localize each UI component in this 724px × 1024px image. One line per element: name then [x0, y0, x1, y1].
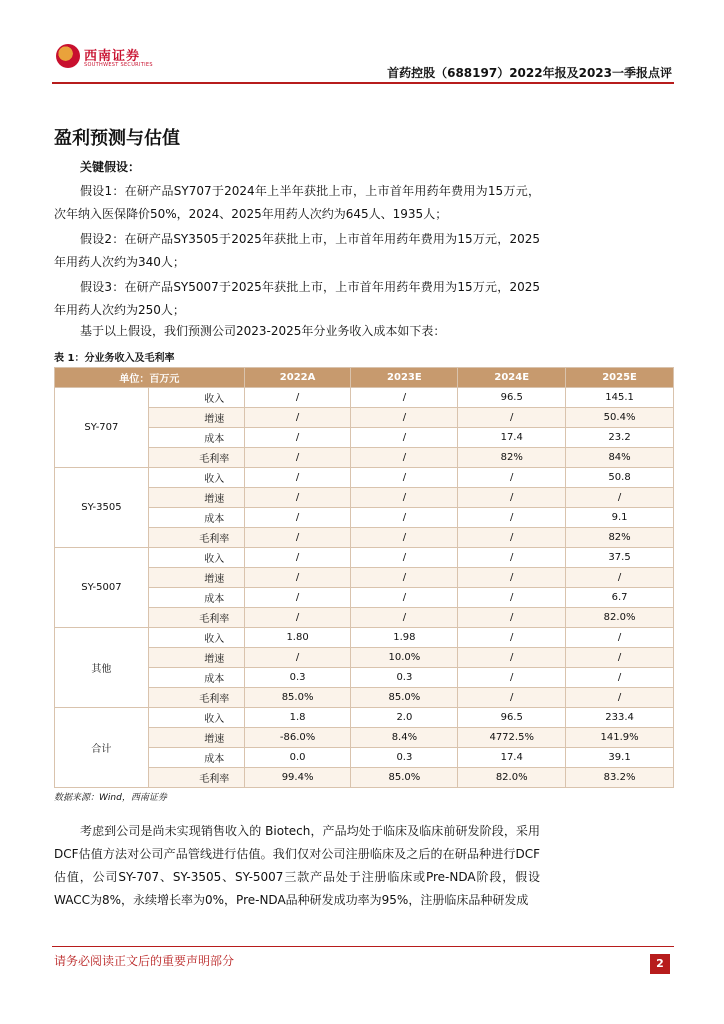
assumption-1: 假设1：在研产品SY707于2024年上半年获批上市，上市首年用药年费用为15万元，次年纳入医保降价50%，2024、2025年用药人次约为645人、1935人； [54, 184, 540, 221]
table-cell: / [458, 508, 566, 528]
page-header [0, 0, 724, 80]
table-cell: 82.0% [458, 768, 566, 788]
product-group-label: SY-3505 [55, 468, 149, 548]
table-cell: / [351, 528, 458, 548]
table-cell: 99.4% [244, 768, 351, 788]
table-row [55, 528, 674, 548]
metric-label: 成本 [148, 588, 244, 608]
table-cell: / [244, 488, 351, 508]
metric-label: 增速 [148, 728, 244, 748]
table-cell: 1.98 [351, 628, 458, 648]
table-cell: / [244, 548, 351, 568]
table-cell: / [351, 508, 458, 528]
table-cell: / [351, 468, 458, 488]
table-cell: 233.4 [566, 708, 674, 728]
table-cell: / [458, 628, 566, 648]
table-cell: 82% [458, 448, 566, 468]
table-row [55, 568, 674, 588]
table-cell: 83.2% [566, 768, 674, 788]
table-cell: / [458, 468, 566, 488]
table-cell: / [458, 608, 566, 628]
table-cell: / [566, 488, 674, 508]
metric-label: 增速 [148, 648, 244, 668]
metric-label: 收入 [148, 708, 244, 728]
table-cell: / [458, 488, 566, 508]
table-cell: / [351, 588, 458, 608]
table-cell: 82% [566, 528, 674, 548]
metric-label: 成本 [148, 668, 244, 688]
revenue-cost-table [54, 367, 674, 788]
metric-label: 毛利率 [148, 688, 244, 708]
table-row [55, 408, 674, 428]
table-cell: 1.8 [244, 708, 351, 728]
table-row [55, 768, 674, 788]
table-cell: -86.0% [244, 728, 351, 748]
metric-label: 毛利率 [148, 768, 244, 788]
assumption-2: 假设2：在研产品SY3505于2025年获批上市，上市首年用药年费用为15万元，2025年用药人次约为340人； [54, 232, 540, 269]
table-row [55, 388, 674, 408]
table-row [55, 728, 674, 748]
header-divider [52, 82, 674, 84]
table-header-row [55, 368, 674, 388]
table-cell: / [244, 648, 351, 668]
table-cell: 50.4% [566, 408, 674, 428]
key-assumptions-label: 关键假设： [80, 160, 141, 174]
logo-emblem-icon [56, 44, 80, 68]
metric-label: 成本 [148, 508, 244, 528]
company-logo [56, 44, 154, 74]
table-cell: / [351, 448, 458, 468]
table-cell: / [566, 668, 674, 688]
table-row [55, 608, 674, 628]
table-cell: / [351, 408, 458, 428]
table-cell: / [351, 568, 458, 588]
forecast-intro: 基于以上假设，我们预测公司2023-2025年分业务收入成本如下表： [80, 324, 446, 338]
metric-label: 成本 [148, 748, 244, 768]
table-cell: 141.9% [566, 728, 674, 748]
table-cell: / [244, 608, 351, 628]
product-group-label: 其他 [55, 628, 149, 708]
valuation-paragraph: 考虑到公司是尚未实现销售收入的 Biotech，产品均处于临床及临床前研发阶段，采用DCF估值方法对公司产品管线进行估值。我们仅对公司注册临床及之后的在研品种进行DCF估值，公司SY-707、SY-3505、SY-5007三款产品处于注册临床或Pre-NDA阶段，假设WACC为8%，永续增长率为0%，Pre-NDA品种研发成功率为95%，注册临床品种研发成 [54, 824, 540, 907]
table-row [55, 468, 674, 488]
table-row [55, 508, 674, 528]
table-row [55, 488, 674, 508]
table-cell: / [566, 568, 674, 588]
table-cell: 96.5 [458, 708, 566, 728]
table-cell: 0.3 [351, 748, 458, 768]
table-cell: / [244, 528, 351, 548]
table-cell: / [566, 628, 674, 648]
metric-label: 增速 [148, 488, 244, 508]
table-cell: / [458, 568, 566, 588]
table-row [55, 548, 674, 568]
table-cell: 96.5 [458, 388, 566, 408]
table-cell: / [244, 428, 351, 448]
table-cell: 84% [566, 448, 674, 468]
table-row [55, 588, 674, 608]
metric-label: 毛利率 [148, 608, 244, 628]
table-cell: 17.4 [458, 428, 566, 448]
metric-label: 收入 [148, 548, 244, 568]
table-cell: / [351, 488, 458, 508]
table-cell: 23.2 [566, 428, 674, 448]
metric-label: 毛利率 [148, 448, 244, 468]
footer-divider [52, 946, 674, 947]
table-cell: / [458, 668, 566, 688]
header-unit: 单位：百万元 [55, 368, 245, 388]
table-cell: / [566, 688, 674, 708]
table-row [55, 688, 674, 708]
section-title: 盈利预测与估值 [54, 128, 180, 149]
metric-label: 增速 [148, 408, 244, 428]
page-number: 2 [650, 954, 670, 974]
table-cell: 2.0 [351, 708, 458, 728]
table-cell: / [351, 388, 458, 408]
table-cell: / [244, 568, 351, 588]
table-cell: / [566, 648, 674, 668]
table-row [55, 668, 674, 688]
table-cell: / [244, 588, 351, 608]
product-group-label: SY-5007 [55, 548, 149, 628]
table-cell: / [244, 508, 351, 528]
product-group-label: 合计 [55, 708, 149, 788]
table-row [55, 648, 674, 668]
table-row [55, 628, 674, 648]
data-source: 数据来源：Wind，西南证券 [54, 793, 167, 803]
header-2025e: 2025E [566, 368, 674, 388]
header-2023e: 2023E [351, 368, 458, 388]
table-cell: 1.80 [244, 628, 351, 648]
metric-label: 收入 [148, 628, 244, 648]
table-body [55, 388, 674, 788]
table-cell: / [244, 408, 351, 428]
table-cell: / [458, 688, 566, 708]
table-cell: 9.1 [566, 508, 674, 528]
table-cell: 10.0% [351, 648, 458, 668]
table-cell: 4772.5% [458, 728, 566, 748]
table-cell: 17.4 [458, 748, 566, 768]
table-cell: 85.0% [351, 768, 458, 788]
table-cell: 82.0% [566, 608, 674, 628]
table-cell: 0.3 [244, 668, 351, 688]
table-row [55, 708, 674, 728]
header-2022a: 2022A [244, 368, 351, 388]
assumption-3: 假设3：在研产品SY5007于2025年获批上市，上市首年用药年费用为15万元，2025年用药人次约为250人； [54, 280, 540, 317]
table-cell: 145.1 [566, 388, 674, 408]
table-cell: 85.0% [244, 688, 351, 708]
metric-label: 毛利率 [148, 528, 244, 548]
table-caption: 表 1：分业务收入及毛利率 [54, 353, 175, 364]
table-cell: 0.3 [351, 668, 458, 688]
report-title: 首药控股（688197）2022年报及2023一季报点评 [387, 66, 672, 80]
metric-label: 收入 [148, 468, 244, 488]
table-cell: 8.4% [351, 728, 458, 748]
logo-name: 西南证券 [84, 49, 141, 64]
table-cell: / [244, 448, 351, 468]
table-cell: 39.1 [566, 748, 674, 768]
metric-label: 成本 [148, 428, 244, 448]
table-cell: / [351, 548, 458, 568]
table-row [55, 748, 674, 768]
metric-label: 收入 [148, 388, 244, 408]
table-cell: 0.0 [244, 748, 351, 768]
table-cell: 37.5 [566, 548, 674, 568]
table-cell: 85.0% [351, 688, 458, 708]
logo-subtitle: SOUTHWEST SECURITIES [84, 62, 153, 68]
table-cell: / [244, 468, 351, 488]
header-2024e: 2024E [458, 368, 566, 388]
table-cell: / [351, 428, 458, 448]
table-cell: / [244, 388, 351, 408]
metric-label: 增速 [148, 568, 244, 588]
table-cell: / [458, 548, 566, 568]
table-cell: 50.8 [566, 468, 674, 488]
table-cell: / [458, 648, 566, 668]
table-cell: 6.7 [566, 588, 674, 608]
table-cell: / [458, 408, 566, 428]
footer-disclaimer: 请务必阅读正文后的重要声明部分 [54, 954, 235, 968]
table-cell: / [458, 528, 566, 548]
table-row [55, 428, 674, 448]
product-group-label: SY-707 [55, 388, 149, 468]
table-cell: / [351, 608, 458, 628]
table-cell: / [458, 588, 566, 608]
table-row [55, 448, 674, 468]
